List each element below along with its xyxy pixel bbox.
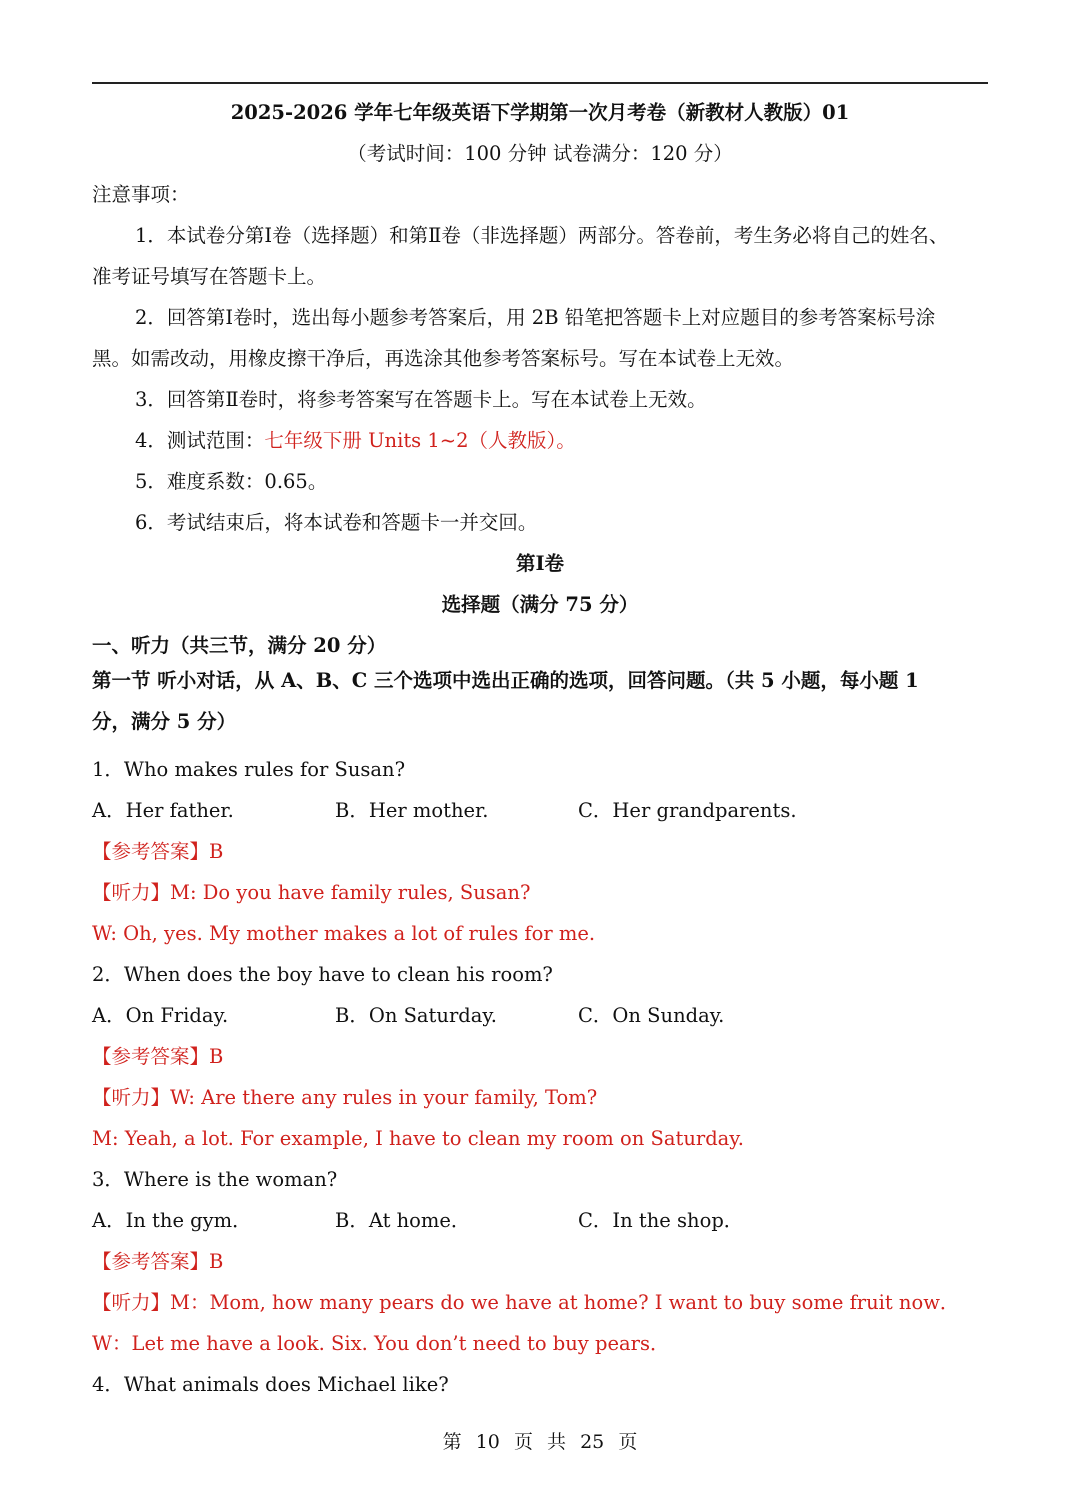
note-4-range: 七年级下册 Units 1~2（人教版）。 <box>264 429 576 452</box>
question-3-answer: 【参考答案】B <box>92 1250 224 1273</box>
question-2-script-2: M: Yeah, a lot. For example, I have to clean my room on Saturday. <box>92 1127 744 1150</box>
note-2-line-1: 2．回答第Ⅰ卷时，选出每小题参考答案后，用 2B 铅笔把答题卡上对应题目的参考答案标号涂 <box>135 306 936 329</box>
listening-heading: 一、听力（共三节，满分 20 分） <box>92 634 387 657</box>
exam-subtitle: （考试时间：100 分钟 试卷满分：120 分） <box>347 142 733 165</box>
question-1-stem: 1．Who makes rules for Susan? <box>92 758 406 781</box>
question-3-option-b: B．At home． <box>335 1209 471 1232</box>
question-2-option-a: A．On Friday. <box>92 1004 229 1027</box>
section-heading: 选择题（满分 75 分） <box>441 593 639 616</box>
question-1-option-c: C．Her grandparents. <box>578 799 797 822</box>
footer-word-ye: 页 <box>513 1431 533 1453</box>
question-1-script-1: 【听力】M: Do you have family rules, Susan? <box>92 881 531 904</box>
note-4 <box>92 429 988 453</box>
question-1-option-a: A．Her father. <box>92 799 234 822</box>
question-3-stem: 3．Where is the woman? <box>92 1168 338 1191</box>
subsection-instruction-line-2: 分，满分 5 分） <box>92 710 237 733</box>
footer-word-di: 第 <box>442 1431 462 1453</box>
question-1-option-b: B．Her mother. <box>335 799 489 822</box>
footer-total-pages: 25 <box>580 1431 605 1453</box>
volume-heading: 第Ⅰ卷 <box>515 552 565 575</box>
question-4-stem: 4．What animals does Michael like? <box>92 1373 449 1396</box>
question-2-stem: 2．When does the boy have to clean his room? <box>92 963 553 986</box>
question-3-option-a: A．In the gym． <box>92 1209 252 1232</box>
question-3-option-c: C．In the shop． <box>578 1209 744 1232</box>
question-2-script-1: 【听力】W: Are there any rules in your family, Tom? <box>92 1086 598 1109</box>
note-2-line-2: 黑。如需改动，用橡皮擦干净后，再选涂其他参考答案标号。写在本试卷上无效。 <box>92 347 795 370</box>
question-2-option-b: B．On Saturday. <box>335 1004 498 1027</box>
exam-title: 2025-2026 学年七年级英语下学期第一次月考卷（新教材人教版）01 <box>230 101 850 124</box>
question-2-option-c: C．On Sunday. <box>578 1004 725 1027</box>
note-3: 3．回答第Ⅱ卷时，将参考答案写在答题卡上。写在本试卷上无效。 <box>135 388 707 411</box>
top-rule <box>92 82 988 84</box>
page-footer <box>0 1430 1080 1454</box>
note-1-line-1: 1．本试卷分第Ⅰ卷（选择题）和第Ⅱ卷（非选择题）两部分。答卷前，考生务必将自己的姓名、 <box>135 224 949 247</box>
footer-page-number: 10 <box>475 1431 500 1453</box>
note-6: 6．考试结束后，将本试卷和答题卡一并交回。 <box>135 511 538 534</box>
question-1-answer: 【参考答案】B <box>92 840 224 863</box>
question-2-answer: 【参考答案】B <box>92 1045 224 1068</box>
note-1-line-2: 准考证号填写在答题卡上。 <box>92 265 327 288</box>
subsection-instruction-line-1: 第一节 听小对话，从 A、B、C 三个选项中选出正确的选项，回答问题。（共 5 小题，每小题 1 <box>92 669 919 692</box>
notes-heading: 注意事项： <box>92 183 190 206</box>
question-3-script-1: 【听力】M：Mom, how many pears do we have at home? I want to buy some fruit now． <box>92 1291 960 1314</box>
footer-word-gong: 共 <box>547 1431 567 1453</box>
question-3-script-2: W：Let me have a look. Six. You don’t need to buy pears． <box>92 1332 670 1355</box>
note-4-prefix: 4．测试范围： <box>135 429 265 452</box>
question-1-script-2: W: Oh, yes. My mother makes a lot of rules for me. <box>92 922 596 945</box>
note-5: 5．难度系数：0.65。 <box>135 470 328 493</box>
footer-word-ye-2: 页 <box>618 1431 638 1453</box>
